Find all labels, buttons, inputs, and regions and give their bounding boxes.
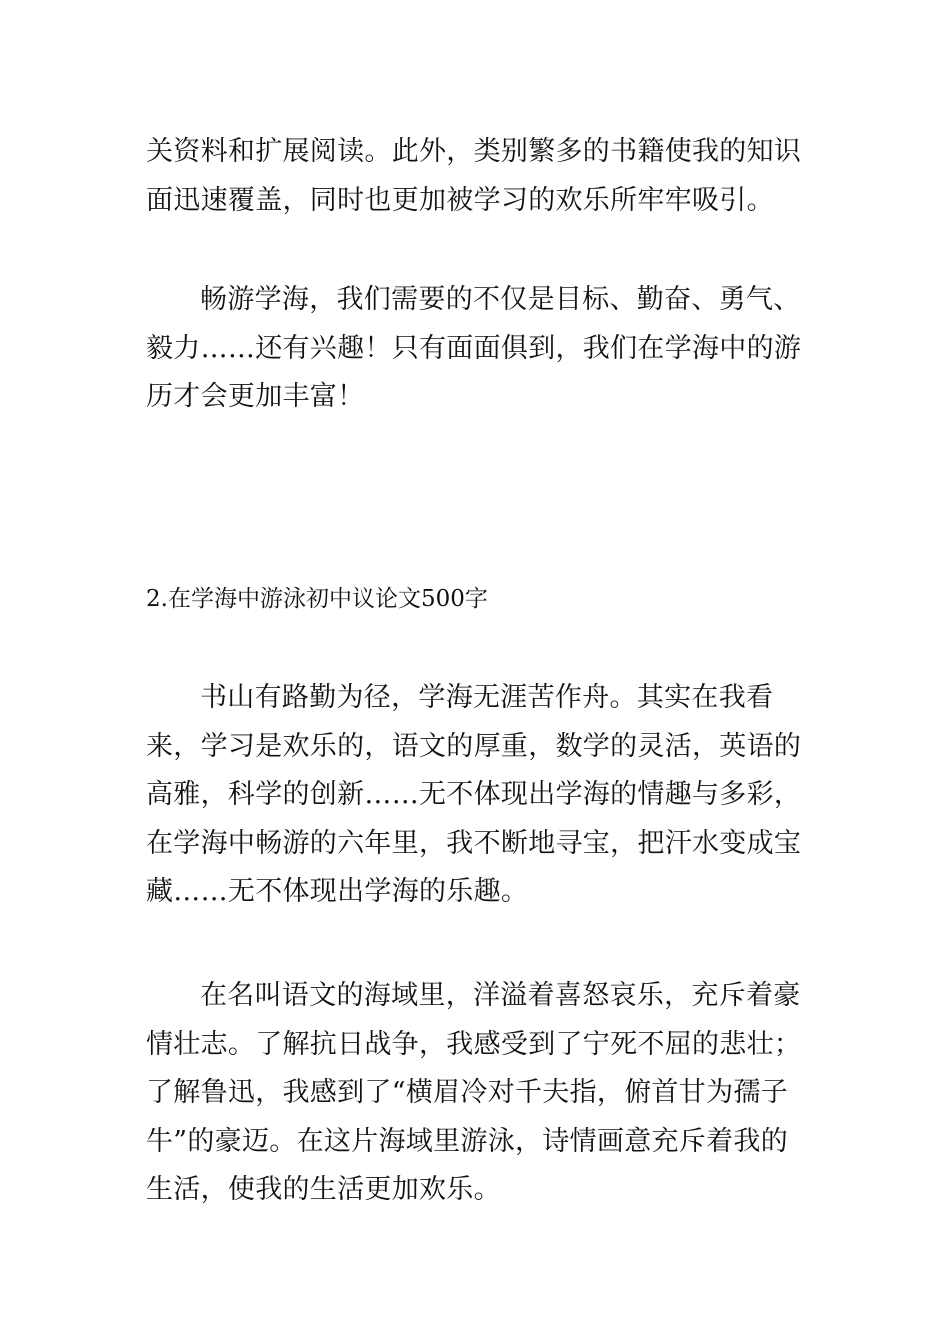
section-heading: 2.在学海中游泳初中议论文500字 <box>146 586 488 612</box>
paragraph-continued: 关资料和扩展阅读。此外，类别繁多的书籍使我的知识面迅速覆盖，同时也更加被学习的欢乐所牢牢吸引。 <box>146 136 802 216</box>
paragraph-conclusion: 畅游学海，我们需要的不仅是目标、勤奋、勇气、毅力……还有兴趣！只有面面俱到，我们在学海中的游历才会更加丰富！ <box>146 284 802 412</box>
paragraph-intro: 书山有路勤为径，学海无涯苦作舟。其实在我看来，学习是欢乐的，语文的厚重，数学的灵活，英语的高雅，科学的创新……无不体现出学海的情趣与多彩，在学海中畅游的六年里，我不断地寻宝，把汗水变成宝藏……无不体现出学海的乐趣。 <box>146 682 802 907</box>
paragraph-chinese-language: 在名叫语文的海域里，洋溢着喜怒哀乐，充斥着豪情壮志。了解抗日战争，我感受到了宁死不屈的悲壮；了解鲁迅，我感到了“横眉冷对千夫指，俯首甘为孺子牛”的豪迈。在这片海域里游泳，诗情画意充斥着我的生活，使我的生活更加欢乐。 <box>146 980 802 1205</box>
